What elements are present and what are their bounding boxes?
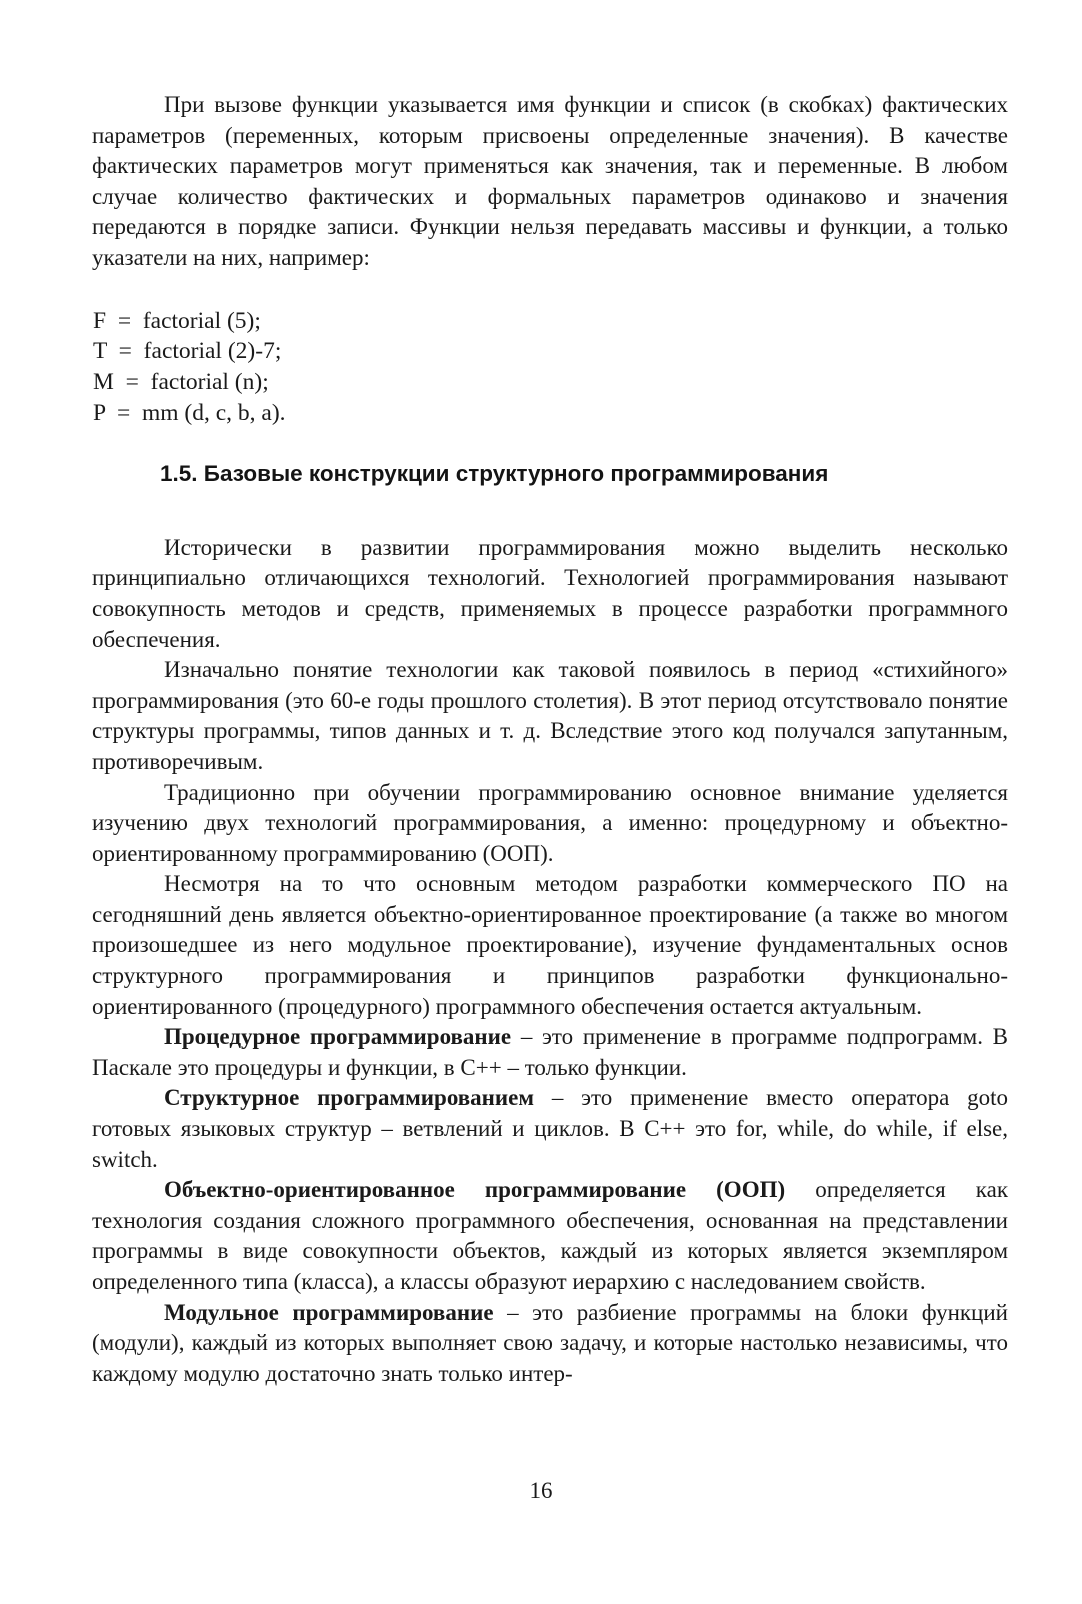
page-number: 16 (529, 1478, 553, 1503)
definition-structural-text: – это применение вместо оператора goto готовых языковых структур – ветвлений и циклов. В С++ это for, while, do while, if else, switch. (92, 1085, 1008, 1172)
text-column (92, 90, 1008, 1389)
definition-oop-text: определяется как технология создания сложного программного обеспечения, основанная на представлении программы в виде совокупности объектов, каждый из которых является экземпляром определенного типа (класса), а классы образуют иерархию с наследованием свойств. (92, 1177, 1008, 1294)
intro-paragraph: При вызове функции указывается имя функции и список (в скобках) фактических параметров (переменных, которым присвоены определенные значения). В качестве фактических параметров могут применяться как значения, так и переменные. В любом случае количество фактических и формальных параметров одинаково и значения передаются в порядке записи. Функции нельзя передавать массивы и функции, а только указатели на них, например: (92, 92, 1008, 270)
term-structural: Структурное программированием (164, 1085, 535, 1111)
term-procedural: Процедурное программирование (164, 1024, 512, 1050)
code-line: T = factorial (2)-7; (93, 338, 282, 365)
term-oop: Объектно-ориентированное программирование (ООП) (164, 1177, 786, 1203)
paragraph-relevance: Несмотря на то что основным методом разработки коммерческого ПО на сегодняшний день является объектно-ориентированное проектирование (а также во многом произошедшее из него модульное проектирование), изучение фундаментальных основ структурного программирования и принципов разработки функционально-ориентированного (процедурного) программного обеспечения остается актуальным. (92, 871, 1008, 1019)
definition-modular-text: – это разбиение программы на блоки функций (модули), каждый из которых выполняет свою задачу, и которые настолько независимы, что каждому модулю достаточно знать только интер- (92, 1299, 1008, 1386)
section-heading: 1.5. Базовые конструкции структурного программирования (160, 460, 829, 486)
code-example (93, 306, 1008, 429)
definition-procedural (92, 1022, 1008, 1083)
code-line: P = mm (d, c, b, a). (93, 399, 286, 426)
code-line: F = factorial (5); (93, 307, 261, 334)
definition-structural (92, 1083, 1008, 1175)
paragraph-history: Исторически в развитии программирования можно выделить несколько принципиально отличающихся технологий. Технологией программирования называют совокупность методов и средств, применяемых в процессе разработки программного обеспечения. (92, 534, 1008, 652)
definition-oop (92, 1175, 1008, 1297)
definition-procedural-text: – это применение в программе подпрограмм. В Паскале это процедуры и функции, в С++ – только функции. (92, 1024, 1008, 1080)
code-line: M = factorial (n); (93, 369, 269, 396)
definition-modular (92, 1298, 1008, 1390)
term-modular: Модульное программирование (164, 1299, 494, 1325)
paragraph-tradition: Традиционно при обучении программированию основное внимание уделяется изучению двух технологий программирования, а именно: процедурному и объектно-ориентированному программированию (ООП). (92, 779, 1008, 866)
paragraph-origin: Изначально понятие технологии как таковой появилось в период «стихийного» программирования (это 60-е годы прошлого столетия). В этот период отсутствовало понятие структуры программы, типов данных и т. д. Вследствие этого код получался запутанным, противоречивым. (92, 657, 1008, 774)
